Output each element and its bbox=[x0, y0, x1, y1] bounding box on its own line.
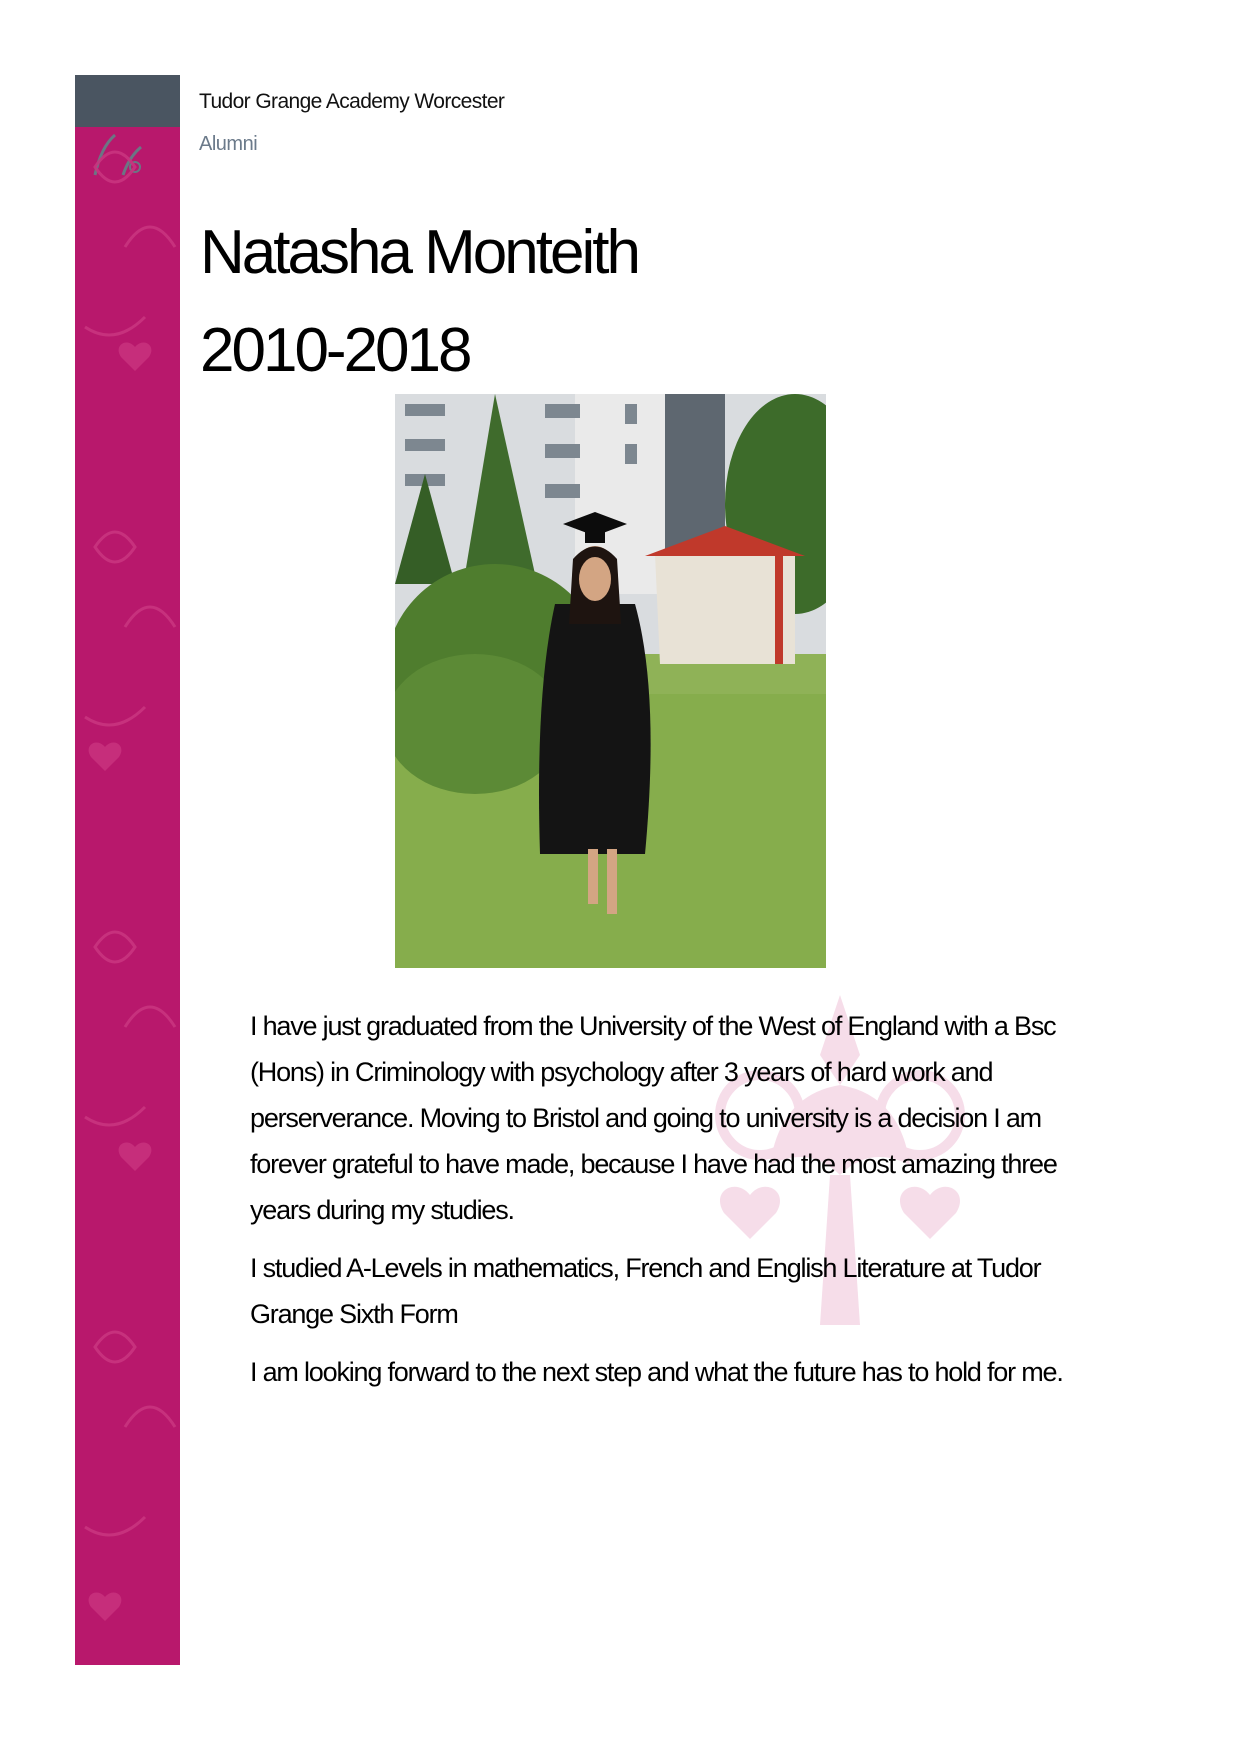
sidebar-top-band bbox=[75, 75, 180, 127]
graduation-photo-icon bbox=[395, 394, 826, 968]
decorative-sidebar bbox=[75, 75, 180, 1665]
floral-heart-pattern-icon bbox=[75, 127, 180, 1665]
attendance-years: 2010-2018 bbox=[200, 316, 470, 385]
bio-paragraph-graduation: I have just graduated from the University of the West of England with a Bsc (Hons) in Criminology with psychology after 3 years of hard work and perserverance. Moving to Bristol and going to university is a decision I am forever grateful to have made, because I have had the most amazing three years during my studies. bbox=[250, 1011, 1057, 1225]
graduation-photo bbox=[395, 394, 826, 968]
alumni-name: Natasha Monteith bbox=[200, 218, 638, 287]
organization-name: Tudor Grange Academy Worcester bbox=[199, 90, 505, 113]
bio-paragraph-a-levels: I studied A-Levels in mathematics, French and English Literature at Tudor Grange Sixth Form bbox=[250, 1253, 1041, 1329]
section-label: Alumni bbox=[199, 133, 258, 155]
biography bbox=[250, 1003, 1120, 1407]
bio-paragraph-future: I am looking forward to the next step and what the future has to hold for me. bbox=[250, 1357, 1063, 1387]
